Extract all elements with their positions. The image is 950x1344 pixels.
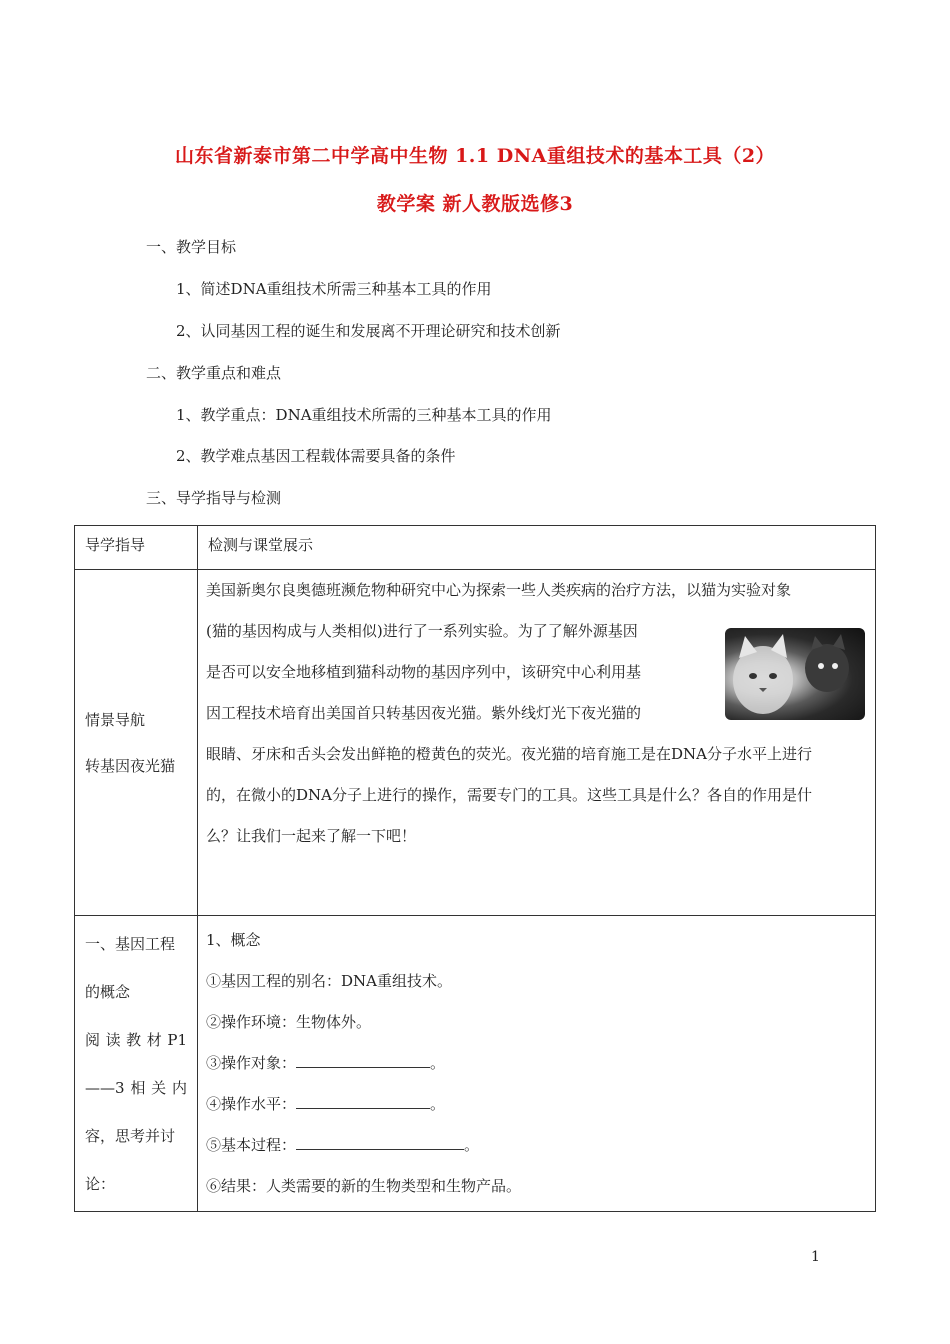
goal-2: 2、认同基因工程的诞生和发展离不开理论研究和技术创新 (176, 322, 561, 340)
key-heading: 二、教学重点和难点 (146, 364, 282, 382)
concept-guide-line: 论： (85, 1175, 116, 1193)
scenario-line: 眼睛、牙床和舌头会发出鲜艳的橙黄色的荧光。夜光猫的培育施工是在DNA分子水平上进行 (206, 745, 812, 763)
table-row (75, 916, 876, 1212)
concept-result: ⑥结果：人类需要的新的生物类型和生物产品。 (206, 1177, 522, 1195)
table-row (75, 570, 876, 916)
concept-alias: ①基因工程的别名：DNA重组技术。 (206, 972, 452, 990)
scenario-line: 美国新奥尔良奥德班濒危物种研究中心为探索一些人类疾病的治疗方法，以猫为实验对象 (206, 581, 792, 599)
concept-guide-line: ——3相关内 (85, 1079, 187, 1097)
header-test: 检测与课堂展示 (208, 536, 314, 554)
guide-table (74, 525, 876, 1212)
scenario-line: (猫的基因构成与人类相似)进行了一系列实验。为了了解外源基因 (206, 622, 638, 640)
header-guide: 导学指导 (85, 536, 146, 554)
goals-heading: 一、教学目标 (146, 238, 237, 256)
scenario-line: 是否可以安全地移植到猫科动物的基因序列中，该研究中心利用基 (206, 663, 642, 681)
scenario-line: 的，在微小的DNA分子上进行的操作，需要专门的工具。这些工具是什么？各自的作用是什 (206, 786, 812, 804)
concept-guide-line: 一、基因工程 (85, 935, 176, 953)
concept-answers (198, 916, 875, 1211)
goal-1: 1、简述DNA重组技术所需三种基本工具的作用 (176, 280, 492, 298)
concept-guide-line: 容，思考并讨 (85, 1127, 176, 1145)
concept-level: ④操作水平： 。 (206, 1095, 446, 1113)
concept-guide-line: 的概念 (85, 983, 131, 1001)
answer-blank-level[interactable] (296, 1094, 430, 1109)
concept-guide-line: 阅读教材P1 (85, 1031, 187, 1049)
concept-env: ②操作环境：生物体外。 (206, 1013, 372, 1031)
guide-heading: 三、导学指导与检测 (146, 489, 282, 507)
key-2: 2、教学难点基因工程载体需要具备的条件 (176, 447, 456, 465)
concept-process: ⑤基本过程： 。 (206, 1136, 480, 1154)
answer-blank-process[interactable] (296, 1135, 464, 1150)
scenario-line: 因工程技术培育出美国首只转基因夜光猫。紫外线灯光下夜光猫的 (206, 704, 642, 722)
key-1: 1、教学重点：DNA重组技术所需的三种基本工具的作用 (176, 406, 552, 424)
answer-blank-object[interactable] (296, 1053, 430, 1068)
concept-object: ③操作对象： 。 (206, 1054, 446, 1072)
scenario-label: 情景导航 (85, 710, 146, 729)
doc-title-line2: 教学案 新人教版选修3 (376, 193, 574, 215)
glowing-cat-photo (725, 628, 865, 720)
scenario-text (198, 570, 875, 915)
table-header-row (75, 526, 876, 570)
page-number: 1 (811, 1249, 820, 1265)
scenario-topic: 转基因夜光猫 (85, 756, 176, 775)
doc-title-line1: 山东省新泰市第二中学高中生物 1.1 DNA重组技术的基本工具（2） (174, 145, 776, 167)
concept-heading: 1、概念 (206, 931, 261, 949)
scenario-line: 么？让我们一起来了解一下吧！ (206, 827, 417, 845)
